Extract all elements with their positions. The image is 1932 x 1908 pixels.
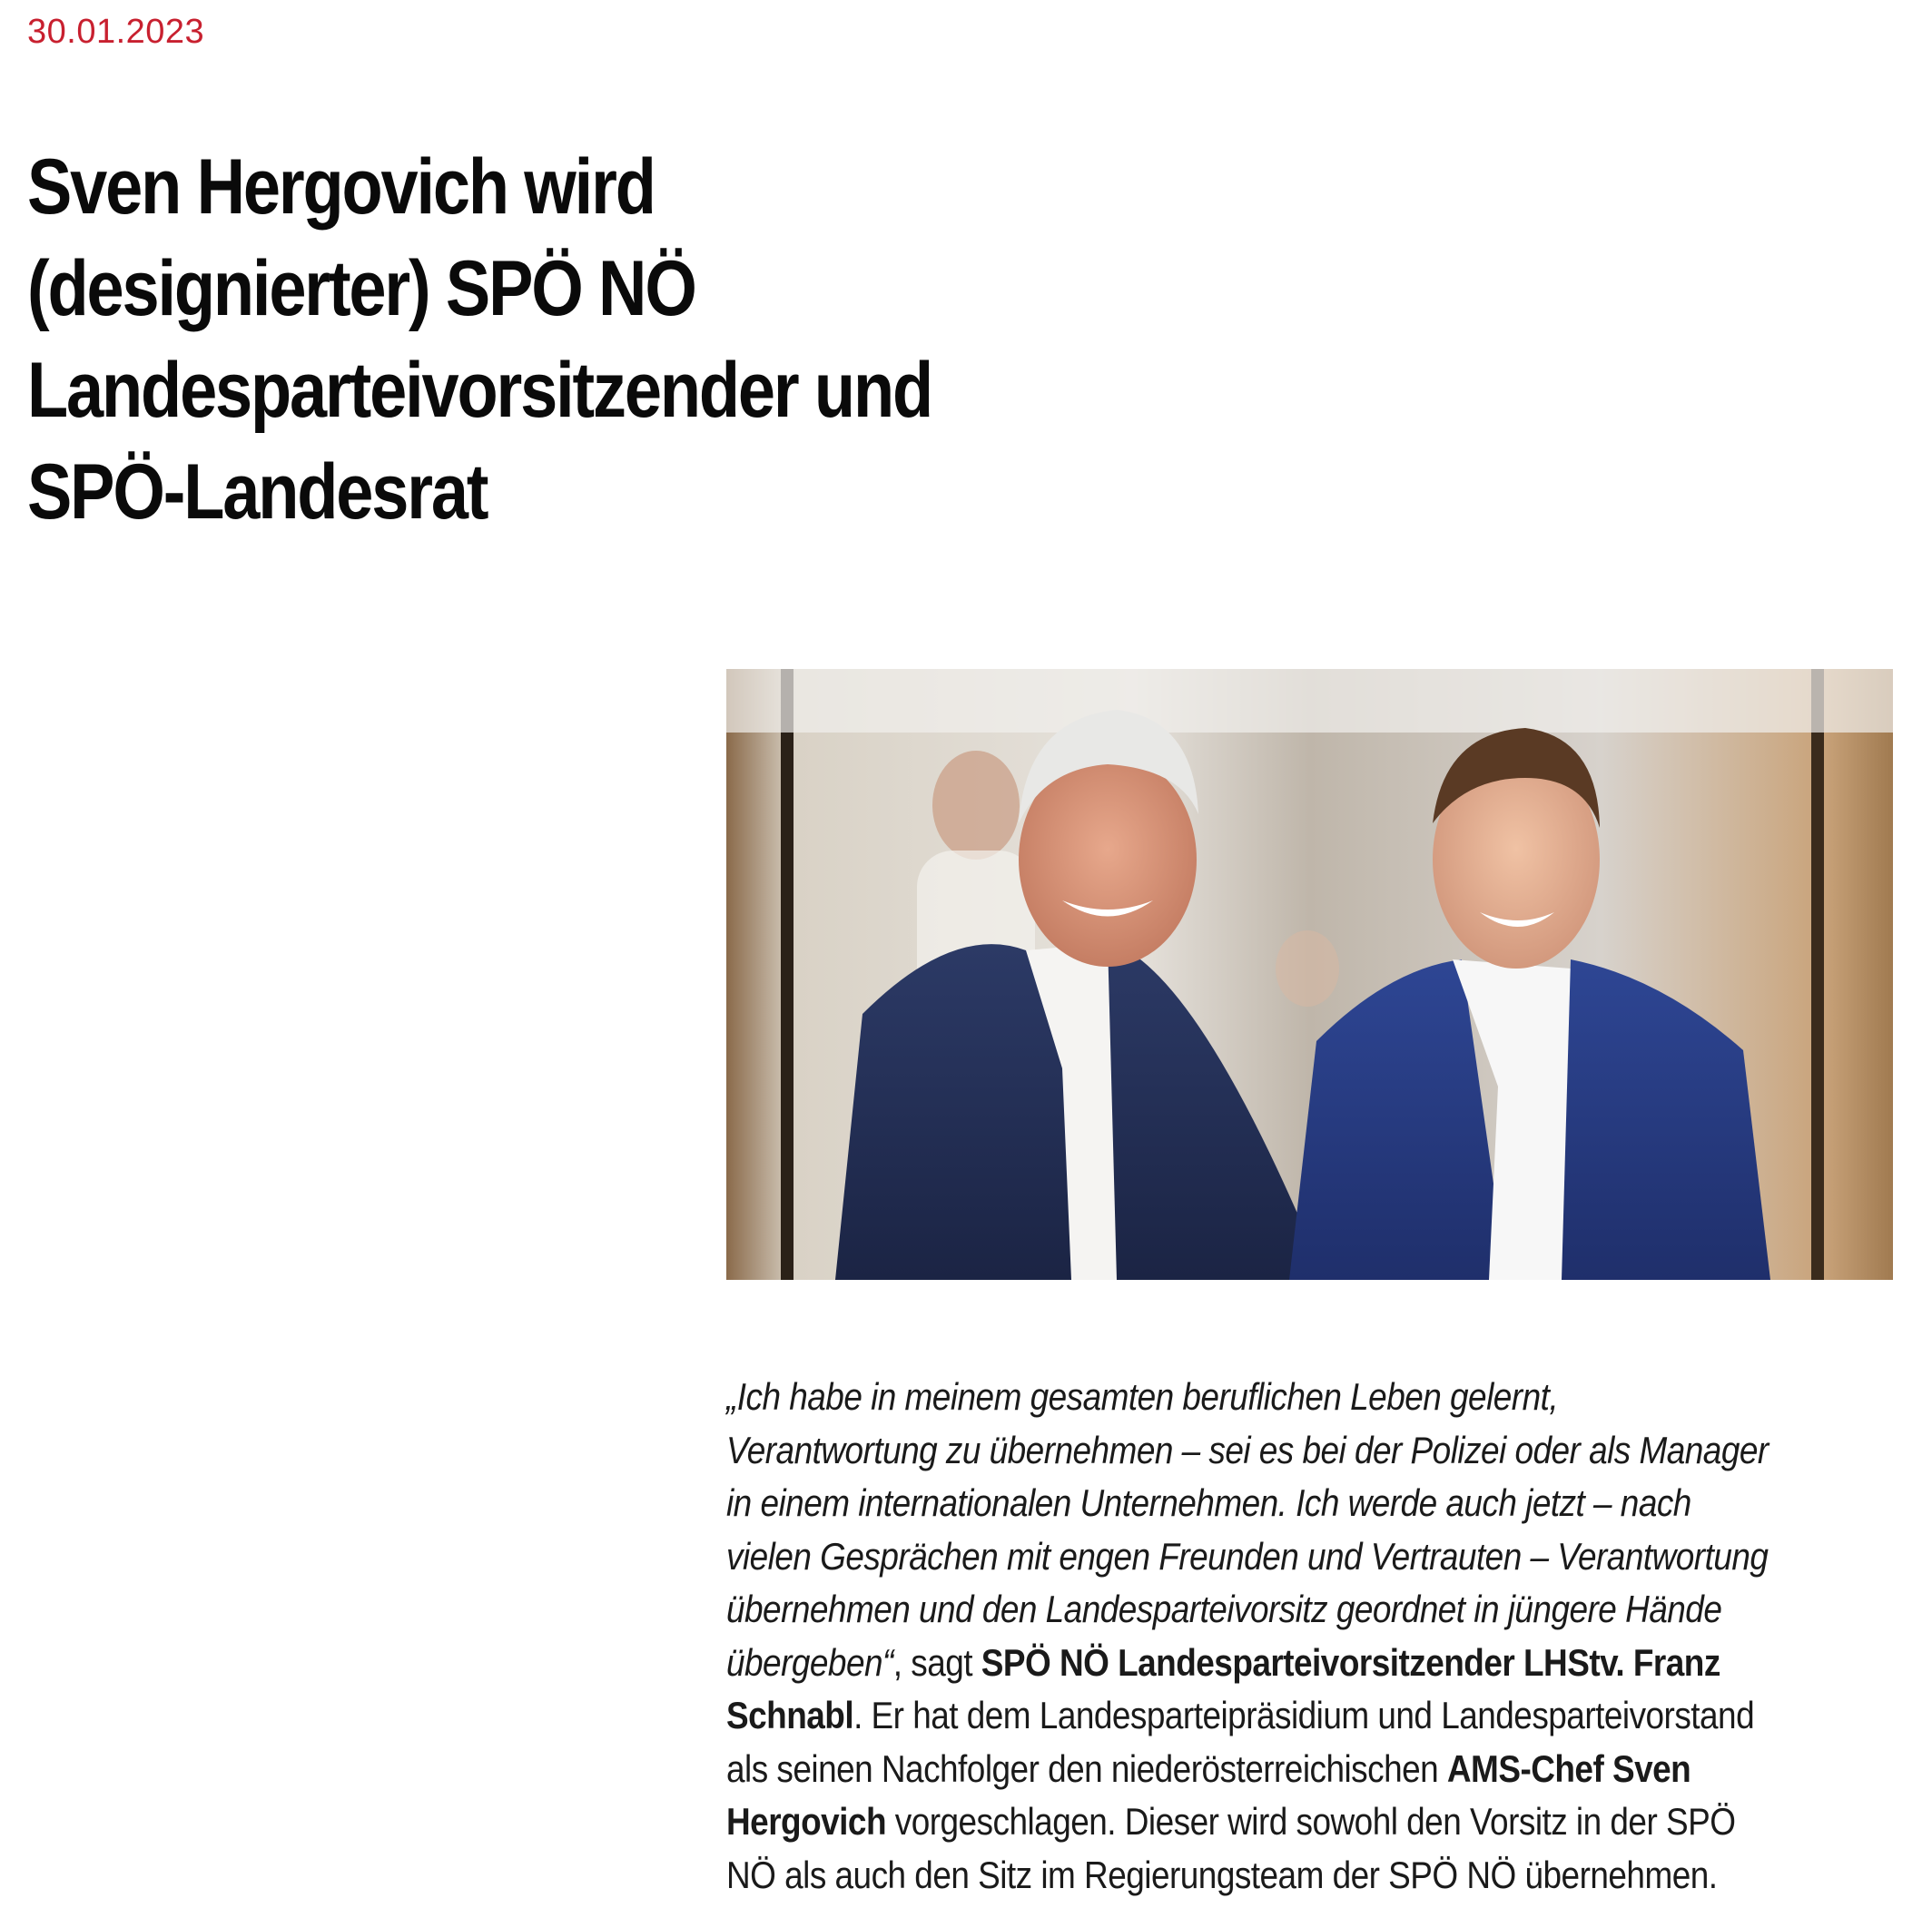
photo-illustration <box>726 669 1893 1280</box>
quote-text: „Ich habe in meinem gesamten beruflichen Leben gelernt, Verantwortung zu übernehmen – sei es bei der Polizei oder als Manager in einem internationalen Unternehmen. Ich werde auch jetzt – nach vielen Gesprächen mit engen Freunden und Vertrauten – Verantwortung übernehmen und den Landesparteivorsitz geordnet in jüngere Hände übergeben“ <box>726 1375 1769 1684</box>
body-text-2: vorgeschlagen. Dieser wird sowohl den Vorsitz in der SPÖ NÖ als auch den Sitz im Regierungsteam der SPÖ NÖ übernehmen. <box>726 1800 1736 1896</box>
speaker-name: SPÖ NÖ Landesparteivorsitzender LHStv. Franz Schnabl <box>726 1640 1720 1736</box>
article-date: 30.01.2023 <box>27 13 205 51</box>
article-photo <box>726 669 1893 1280</box>
said-text: , sagt <box>892 1640 981 1684</box>
successor-name: AMS-Chef Sven Hergovich <box>726 1746 1691 1843</box>
article-body <box>726 1371 1773 1902</box>
article-headline: Sven Hergovich wird (designierter) SPÖ NÖ Landesparteivorsitzender und SPÖ-Landesrat <box>27 143 932 536</box>
body-text-1: . Er hat dem Landesparteipräsidium und Landesparteivorstand als seinen Nachfolger den niederösterreichischen <box>726 1694 1755 1790</box>
